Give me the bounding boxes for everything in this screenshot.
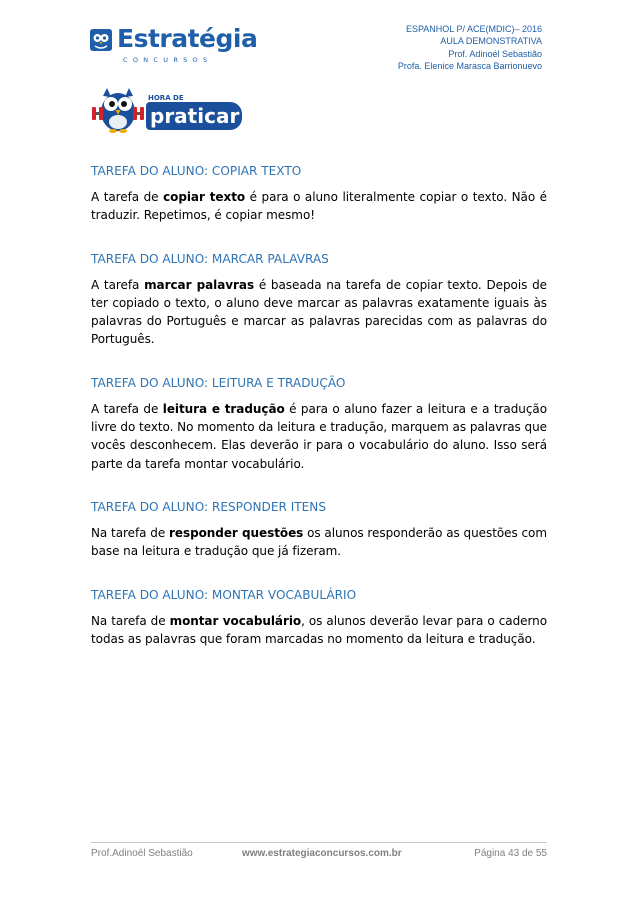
section-leitura-traducao xyxy=(91,375,547,473)
section-paragraph xyxy=(91,612,547,649)
section-copiar-texto xyxy=(91,163,547,225)
section-marcar-palavras xyxy=(91,251,547,349)
paragraph-text: A tarefa de xyxy=(91,190,164,204)
section-title: TAREFA DO ALUNO: COPIAR TEXTO xyxy=(91,164,302,178)
paragraph-text: Na tarefa de xyxy=(91,525,170,540)
section-paragraph xyxy=(91,524,547,561)
lesson-title: AULA DEMONSTRATIVA xyxy=(440,36,542,47)
footer-page-number: Página 43 de 55 xyxy=(474,848,547,859)
logo-owl-icon xyxy=(90,29,112,51)
paragraph-bold: leitura e tradução xyxy=(162,401,285,416)
badge-small-text: HORA DE xyxy=(148,94,184,102)
section-title: TAREFA DO ALUNO: MONTAR VOCABULÁRIO xyxy=(91,587,357,602)
footer-divider xyxy=(91,842,547,843)
content-body xyxy=(91,163,547,674)
section-title: TAREFA DO ALUNO: LEITURA E TRADUÇÃO xyxy=(91,375,346,390)
section-title: TAREFA DO ALUNO: RESPONDER ITENS xyxy=(91,499,327,514)
hora-de-praticar-badge xyxy=(92,86,249,136)
paragraph-text: A tarefa de xyxy=(91,401,163,416)
professor-2: Profa. Elenice Marasca Barrionuevo xyxy=(397,60,542,71)
estrategia-logo xyxy=(90,24,258,70)
logo-subtitle: CONCURSOS xyxy=(123,56,213,64)
paragraph-bold: montar vocabulário xyxy=(169,613,302,628)
section-title: TAREFA DO ALUNO: MARCAR PALAVRAS xyxy=(91,251,329,266)
badge-big-text: praticar! xyxy=(150,104,249,128)
footer-author: Prof.Adinoél Sebastião xyxy=(91,848,193,859)
paragraph-text: A tarefa xyxy=(91,277,145,292)
section-paragraph xyxy=(91,276,547,349)
section-paragraph xyxy=(91,400,547,473)
header-info xyxy=(398,23,542,72)
paragraph-text: é baseada na tarefa de copiar texto. Depois de ter copiado o texto, o aluno deve marcar as palavras exatamente iguais às palavras do Português e marcar as palavras parecidas com as palavras do Português. xyxy=(91,277,548,347)
section-responder-itens xyxy=(91,499,547,561)
paragraph-text: os alunos responderão as questões com base na leitura e tradução que já fizeram. xyxy=(91,525,547,559)
professor-1: Prof. Adinoél Sebastião xyxy=(448,48,542,59)
paragraph-bold: copiar texto xyxy=(163,190,246,204)
page-footer xyxy=(91,847,547,861)
paragraph-text: Na tarefa de xyxy=(91,613,170,628)
footer-website-link[interactable]: www.estrategiaconcursos.com.br xyxy=(242,848,402,859)
logo-brand-text: Estratégia xyxy=(117,24,258,53)
paragraph-text: é para o aluno fazer a leitura e a tradução livre do texto. No momento da leitura e tradução, marquem as palavras que vocês desconhecem. Elas deverão ir para o vocabulário do aluno. Isso será parte da tarefa montar vocabulário. xyxy=(91,401,547,471)
course-title: ESPANHOL P/ ACE(MDIC)– 2016 xyxy=(405,24,542,34)
section-paragraph xyxy=(91,188,547,225)
paragraph-bold: marcar palavras xyxy=(144,277,255,292)
paragraph-bold: responder questões xyxy=(169,525,304,540)
paragraph-text: , os alunos deverão levar para o caderno todas as palavras que foram marcadas no momento da leitura e tradução. xyxy=(91,613,547,646)
paragraph-text: é para o aluno literalmente copiar o texto. Não é traduzir. Repetimos, é copiar mesmo! xyxy=(91,190,548,223)
section-montar-vocabulario xyxy=(91,587,547,649)
